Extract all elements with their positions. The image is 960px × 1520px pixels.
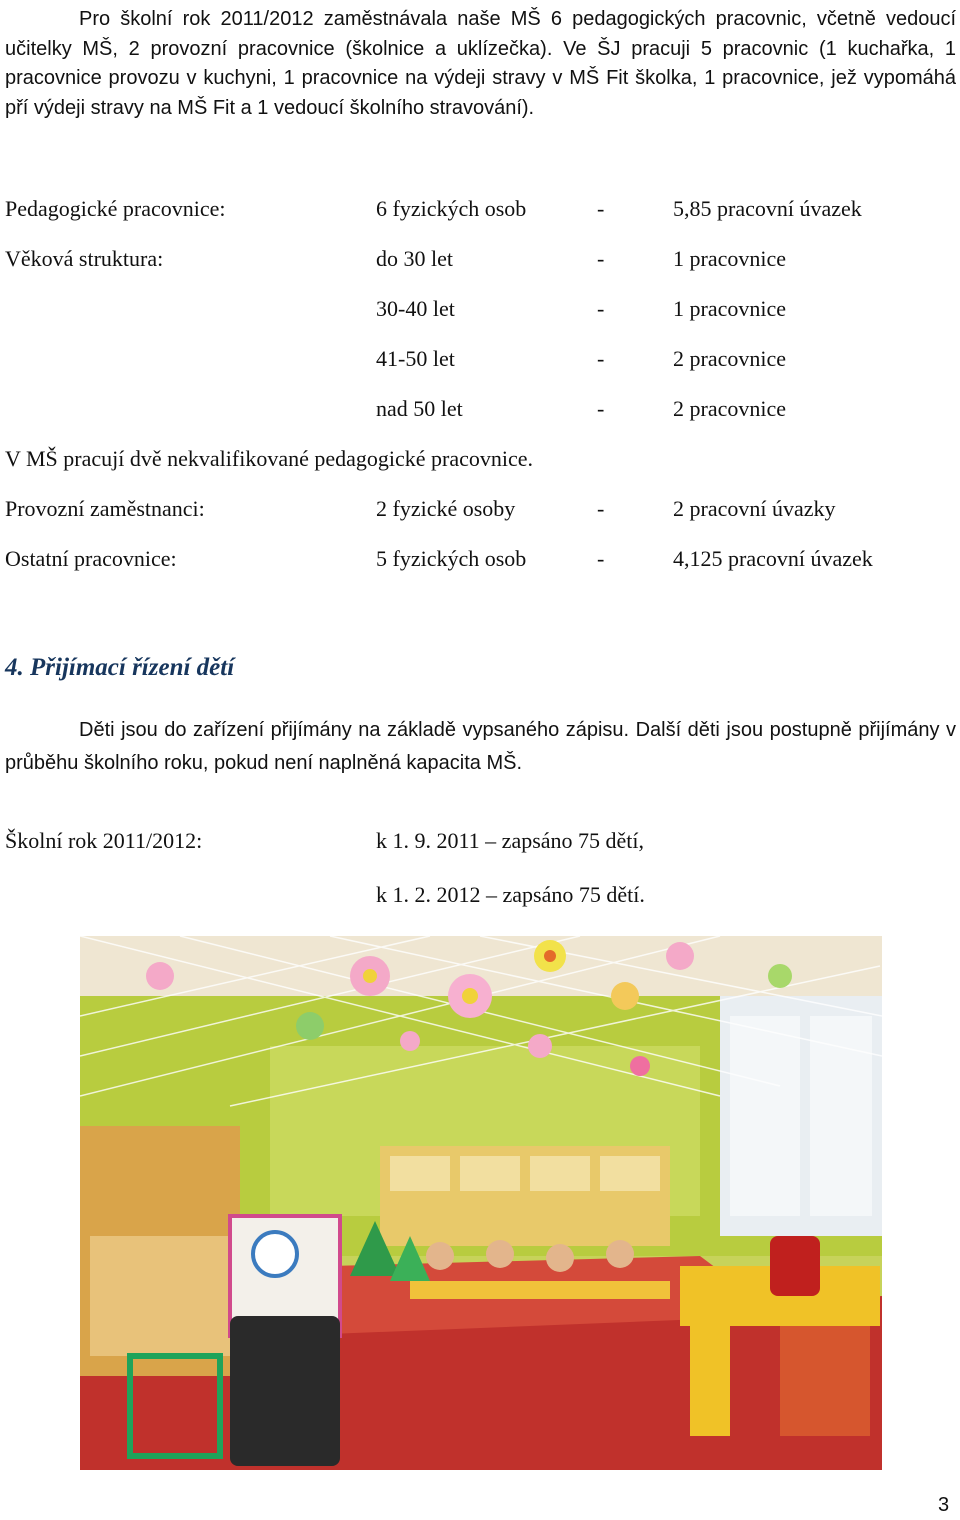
other-count: 5 fyzických osob	[376, 546, 527, 571]
admission-paragraph	[5, 714, 956, 780]
unqualified-note: V MŠ pracují dvě nekvalifikované pedagogické pracovnice.	[5, 446, 534, 471]
other-label: Ostatní pracovnice:	[5, 546, 177, 571]
other-dash: -	[597, 546, 605, 571]
operational-value: 2 pracovní úvazky	[673, 496, 836, 521]
pedagogical-value: 5,85 pracovní úvazek	[673, 196, 862, 221]
operational-dash: -	[597, 496, 605, 521]
age-range: nad 50 let	[376, 396, 463, 421]
age-structure-label: Věková struktura:	[5, 246, 164, 271]
age-value: 2 pracovnice	[673, 346, 786, 371]
pedagogical-dash: -	[597, 196, 605, 221]
age-dash: -	[597, 346, 605, 371]
enrollment-line: k 1. 2. 2012 – zapsáno 75 dětí.	[376, 882, 645, 907]
enrollment-line: k 1. 9. 2011 – zapsáno 75 dětí,	[376, 828, 645, 853]
operational-label: Provozní zaměstnanci:	[5, 496, 205, 521]
pedagogical-count: 6 fyzických osob	[376, 196, 527, 221]
operational-count: 2 fyzické osoby	[376, 496, 516, 521]
age-range: do 30 let	[376, 246, 453, 271]
kindergarten-classroom-photo	[80, 936, 882, 1470]
intro-text: Pro školní rok 2011/2012 zaměstnávala naše MŠ 6 pedagogických pracovnic, včetně vedoucí učitelky MŠ, 2 provozní pracovnice (školnice a uklízečka). Ve ŠJ pracuji 5 pracovnic (1 kuchařka, 1 pracovnice provozu v kuchyni, 1 pracovnice na výdeji stravy v MŠ Fit školka, 1 pracovnice, jež vypomáhá pří výdeji stravy na MŠ Fit a 1 vedoucí školního stravování).	[5, 8, 956, 119]
age-dash: -	[597, 246, 605, 271]
age-value: 2 pracovnice	[673, 396, 786, 421]
intro-paragraph	[5, 5, 956, 123]
classroom-illustration	[80, 936, 882, 1470]
age-range: 30-40 let	[376, 296, 455, 321]
pedagogical-label: Pedagogické pracovnice:	[5, 196, 226, 221]
section-heading: 4. Přijímací řízení dětí	[5, 654, 235, 681]
page-number: 3	[938, 1494, 950, 1516]
age-dash: -	[597, 396, 605, 421]
age-dash: -	[597, 296, 605, 321]
other-value: 4,125 pracovní úvazek	[673, 546, 873, 571]
admission-text: Děti jsou do zařízení přijímány na základě vypsaného zápisu. Další děti jsou postupně přijímány v průběhu školního roku, pokud není naplněná kapacita MŠ.	[5, 719, 956, 774]
age-value: 1 pracovnice	[673, 296, 786, 321]
enrollment-label: Školní rok 2011/2012:	[5, 828, 203, 853]
age-range: 41-50 let	[376, 346, 455, 371]
age-value: 1 pracovnice	[673, 246, 786, 271]
